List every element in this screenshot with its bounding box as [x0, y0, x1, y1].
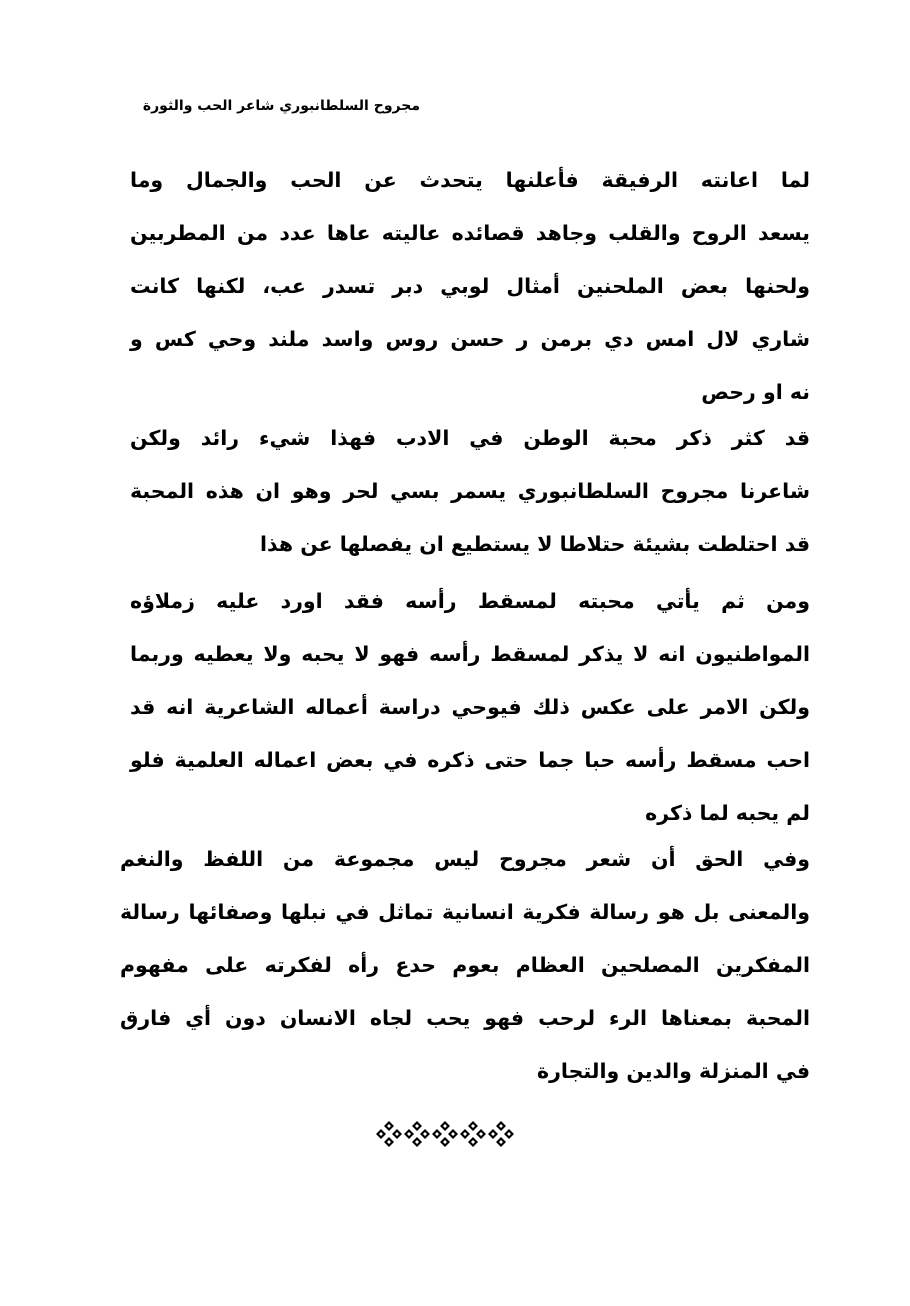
text-line: شاعرنا مجروح السلطانبوري يسمر بسي لحر وهو ان هذه المحبة — [130, 479, 810, 503]
text-line: لم يحبه لما ذكره — [645, 801, 810, 825]
text-line: وفي الحق أن شعر مجروح ليس مجموعة من اللفظ والنغم — [120, 847, 810, 871]
section-ornament — [370, 1118, 520, 1150]
text-line: ولكن الامر على عكس ذلك فيوحي دراسة أعماله الشاعرية انه قد — [130, 695, 810, 719]
four-diamond-ornament-icon — [460, 1121, 486, 1147]
text-line: نه او رحص — [701, 380, 810, 404]
paragraph-1 — [130, 154, 810, 419]
four-diamond-ornament-icon — [488, 1121, 514, 1147]
text-line: المحبة بمعناها الرء لرحب فهو يحب لجاه الانسان دون أي فارق — [120, 1006, 810, 1030]
four-diamond-ornament-icon — [432, 1121, 458, 1147]
text-line: قد احتلطت بشيئة حتلاطا لا يستطيع ان يفصلها عن هذا — [260, 532, 810, 556]
paragraph-3 — [130, 575, 810, 840]
text-line: لما اعانته الرفيقة فأعلنها يتحدث عن الحب والجمال وما — [130, 168, 810, 192]
text-line: يسعد الروح والقلب وجاهد قصائده عاليته عاها عدد من المطربين — [130, 221, 810, 245]
text-line: في المنزلة والدين والتجارة — [537, 1059, 810, 1083]
text-line: المفكرين المصلحين العظام بعوم حدع رأه لفكرته على مفهوم — [120, 953, 810, 977]
text-line: قد كثر ذكر محبة الوطن في الادب فهذا شيء رائد ولكن — [130, 426, 810, 450]
text-line: شاري لال امس دي برمن ر حسن روس واسد ملند وحي كس و — [130, 327, 810, 351]
text-line: والمعنى بل هو رسالة فكرية انسانية تماثل في نبلها وصفائها رسالة — [120, 900, 810, 924]
four-diamond-ornament-icon — [404, 1121, 430, 1147]
text-line: ومن ثم يأتي محبته لمسقط رأسه فقد اورد عليه زملاؤه — [130, 589, 810, 613]
four-diamond-ornament-icon — [376, 1121, 402, 1147]
paragraph-2 — [130, 412, 810, 571]
text-line: احب مسقط رأسه حبا جما حتى ذكره في بعض اعماله العلمية فلو — [130, 748, 810, 772]
running-header: مجروح السلطانبوري شاعر الحب والثورة — [142, 98, 420, 114]
paragraph-4 — [120, 833, 810, 1098]
text-line: المواطنيون انه لا يذكر لمسقط رأسه فهو لا يحبه ولا يعطيه وربما — [130, 642, 810, 666]
text-line: ولحنها بعض الملحنين أمثال لوبي دبر تسدر عب، لكنها كانت — [130, 274, 810, 298]
